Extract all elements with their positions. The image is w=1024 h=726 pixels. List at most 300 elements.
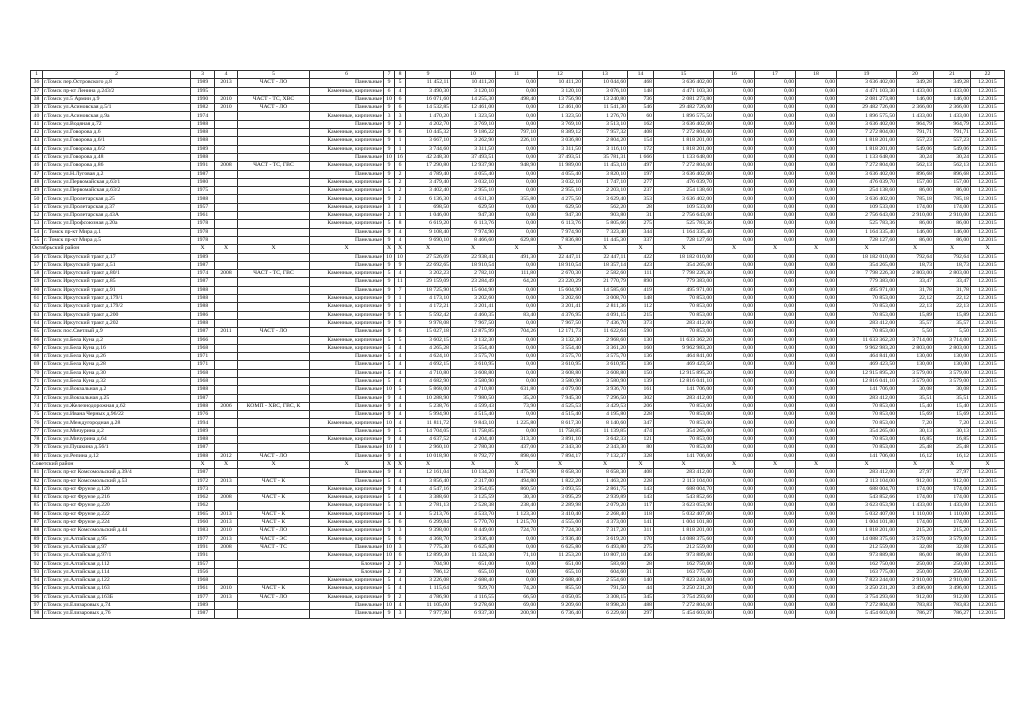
table-cell: 8 <box>395 220 406 228</box>
table-cell: 3 250 231,20 <box>837 585 897 593</box>
x-mark: X <box>628 460 654 468</box>
table-cell: 6 136,30 <box>406 195 451 203</box>
table-cell: 9 <box>384 469 395 477</box>
table-cell: 12.2015 <box>971 79 1005 87</box>
table-cell: 704,26 <box>496 328 538 336</box>
table-cell: 0,00 <box>755 178 796 186</box>
table-cell: 33,47 <box>897 278 934 286</box>
table-cell: 1983 <box>191 527 215 535</box>
column-number: 21 <box>934 71 971 79</box>
table-cell: 1977 <box>191 535 215 543</box>
table-cell: 0,00 <box>796 552 837 560</box>
table-cell: 3 202,60 <box>451 295 496 303</box>
table-cell <box>215 228 238 236</box>
table-row <box>31 353 1005 361</box>
table-cell: 890 <box>628 278 654 286</box>
table-cell: 3 093,55 <box>538 485 583 493</box>
table-cell: 5 <box>384 344 395 352</box>
table-cell: 1989 <box>191 602 215 610</box>
table-cell: 146,00 <box>934 228 971 236</box>
table-cell: Панельные <box>310 328 384 336</box>
table-cell: 14 088 375,60 <box>837 535 897 543</box>
table-cell: ЧАСТ - ЛО <box>238 452 310 460</box>
table-cell: 1990 <box>191 95 215 103</box>
table-cell: 855,50 <box>538 585 583 593</box>
table-cell: 4 515,40 <box>451 411 496 419</box>
table-cell: 5 <box>384 519 395 527</box>
table-cell: 4 710,80 <box>406 369 451 377</box>
table-cell: 7 296,50 <box>583 394 628 402</box>
table-cell: 0,00 <box>714 361 755 369</box>
table-cell: 436 <box>628 552 654 560</box>
table-cell: 6 <box>395 535 406 543</box>
table-cell: 0,00 <box>796 344 837 352</box>
table-cell <box>238 419 310 427</box>
table-cell: 86,00 <box>934 236 971 244</box>
table-cell: 25,48 <box>897 444 934 452</box>
table-cell: 0,00 <box>714 602 755 610</box>
table-cell <box>238 552 310 560</box>
table-cell: 3 311,50 <box>538 145 583 153</box>
table-cell <box>215 236 238 244</box>
table-cell: 3 575,70 <box>538 353 583 361</box>
table-cell: 0,00 <box>755 104 796 112</box>
table-cell: 1986 <box>191 311 215 319</box>
table-cell: 12 461,00 <box>451 104 496 112</box>
table-cell: 2 803,00 <box>934 344 971 352</box>
table-cell: 172 <box>628 145 654 153</box>
table-cell: 10 <box>395 253 406 261</box>
table-cell: 70 853,00 <box>654 419 714 427</box>
table-cell: 0,00 <box>755 527 796 535</box>
table-cell: 0,00 <box>755 477 796 485</box>
table-cell: 3 610,95 <box>538 361 583 369</box>
table-cell: 0,00 <box>796 402 837 410</box>
table-cell: 0,00 <box>755 270 796 278</box>
table-cell: 1987 <box>191 444 215 452</box>
table-cell: 5 213,76 <box>406 510 451 518</box>
table-cell: г.Томск ул.Бела Куна д.32 <box>43 377 191 385</box>
table-cell: 4 376,95 <box>538 311 583 319</box>
table-cell: 31 <box>628 568 654 576</box>
table-cell: г.Томск Иркутский тракт д.17 <box>43 253 191 261</box>
table-cell: 1 323,50 <box>451 112 496 120</box>
table-cell: Панельные <box>310 411 384 419</box>
table-cell: 8 617,30 <box>538 419 583 427</box>
table-cell: 3 575,70 <box>583 353 628 361</box>
table-cell: 5 <box>384 577 395 585</box>
table-cell: 16,85 <box>897 436 934 444</box>
table-cell: 0,00 <box>496 295 538 303</box>
table-cell: 70 853,00 <box>837 295 897 303</box>
table-cell: 0,00 <box>796 585 837 593</box>
table-cell: 9 186,22 <box>451 129 496 137</box>
x-mark: X <box>971 245 1005 253</box>
x-mark: X <box>406 245 451 253</box>
table-cell: 18 910,54 <box>451 261 496 269</box>
table-cell: 0,00 <box>755 577 796 585</box>
table-cell: 8 449,00 <box>451 527 496 535</box>
table-cell: 3 769,10 <box>451 120 496 128</box>
table-cell: 355,80 <box>496 195 538 203</box>
table-cell <box>215 394 238 402</box>
table-cell: 130,00 <box>897 361 934 369</box>
table-cell: 0,00 <box>496 79 538 87</box>
x-mark: X <box>451 460 496 468</box>
table-cell: 117 <box>628 502 654 510</box>
table-row <box>31 436 1005 444</box>
table-cell: 1 747,10 <box>583 178 628 186</box>
table-cell: 14 088 375,60 <box>654 535 714 543</box>
table-cell: 2 955,10 <box>538 187 583 195</box>
table-cell: 9 <box>384 452 395 460</box>
table-cell: 0,00 <box>796 419 837 427</box>
table-cell: 0,00 <box>796 104 837 112</box>
table-cell: 12.2015 <box>971 469 1005 477</box>
table-cell: 0,00 <box>755 519 796 527</box>
table-cell: 0,00 <box>796 610 837 618</box>
table-cell: 0,00 <box>796 510 837 518</box>
table-cell: 498,40 <box>496 95 538 103</box>
table-cell: 3 388,60 <box>406 494 451 502</box>
table-cell: Панельные <box>310 386 384 394</box>
table-cell: 469 423,50 <box>654 361 714 369</box>
table-cell: 0,00 <box>755 568 796 576</box>
x-mark: X <box>714 245 755 253</box>
table-cell: 109 533,00 <box>654 203 714 211</box>
table-cell: 11 633 362,20 <box>654 336 714 344</box>
table-cell: 29 482 726,00 <box>654 104 714 112</box>
table-cell: 2 756 643,00 <box>654 212 714 220</box>
table-cell: 7 724,30 <box>538 527 583 535</box>
table-cell: Каменные, кирпичные <box>310 419 384 427</box>
table-cell: 130 <box>628 336 654 344</box>
table-cell: 12.2015 <box>971 369 1005 377</box>
table-cell: 0,00 <box>755 195 796 203</box>
table-cell: 1 <box>395 137 406 145</box>
table-cell: 9 <box>384 236 395 244</box>
table-cell: 32,08 <box>934 543 971 551</box>
table-cell: 0,00 <box>796 485 837 493</box>
table-cell: 464 841,00 <box>837 353 897 361</box>
table-cell: 12.2015 <box>971 145 1005 153</box>
table-cell: 2 <box>395 195 406 203</box>
table-cell: 562,20 <box>583 203 628 211</box>
table-cell: 12.2015 <box>971 577 1005 585</box>
table-cell <box>238 344 310 352</box>
table-cell: 12 915 895,20 <box>837 369 897 377</box>
table-cell: 3 856,40 <box>406 477 451 485</box>
table-cell: г.Томск ул.Пролетарская д.25 <box>43 195 191 203</box>
table-row <box>31 502 1005 510</box>
table-cell: 0,00 <box>714 568 755 576</box>
table-cell: 3 579,00 <box>897 377 934 385</box>
table-cell: г.Томск пр-кт Фрунзе д.216 <box>43 494 191 502</box>
table-row <box>31 577 1005 585</box>
table-cell: 0,00 <box>496 104 538 112</box>
table-cell: Каменные, кирпичные <box>310 577 384 585</box>
table-cell: 3 714,00 <box>934 336 971 344</box>
table-row <box>31 212 1005 220</box>
table-cell: 1987 <box>191 170 215 178</box>
table-cell <box>238 120 310 128</box>
table-cell: 14 704,05 <box>406 427 451 435</box>
table-cell: 70 853,00 <box>654 295 714 303</box>
x-mark: X <box>538 245 583 253</box>
table-cell: Панельные <box>310 153 384 161</box>
table-cell: 10 411,20 <box>451 79 496 87</box>
table-cell: 4 202,70 <box>406 120 451 128</box>
table-cell: 2 910,00 <box>897 212 934 220</box>
table-cell: 4 <box>395 87 406 95</box>
table-cell: 22,12 <box>934 295 971 303</box>
table-cell: 549,06 <box>934 145 971 153</box>
table-cell: 419 <box>628 286 654 294</box>
table-cell: 0,00 <box>796 568 837 576</box>
table-cell: 174,00 <box>897 485 934 493</box>
table-cell: 1989 <box>191 145 215 153</box>
x-mark: X <box>496 245 538 253</box>
table-row <box>31 145 1005 153</box>
table-cell: 896,68 <box>897 170 934 178</box>
table-cell: 3 608,80 <box>583 369 628 377</box>
table-cell: г.Томск ул.Мичурина д.2 <box>43 427 191 435</box>
table-cell: 141 706,00 <box>654 386 714 394</box>
table-cell: 2013 <box>215 477 238 485</box>
table-cell: 88 <box>31 527 43 535</box>
table-cell: 4 <box>395 369 406 377</box>
table-cell: 10 411,20 <box>538 79 583 87</box>
table-cell: 1974 <box>191 112 215 120</box>
table-cell: 2 081 273,80 <box>837 95 897 103</box>
table-cell: 0,00 <box>796 336 837 344</box>
table-cell: 0,00 <box>714 220 755 228</box>
table-cell: 3 226,08 <box>406 577 451 585</box>
column-number: 19 <box>837 71 897 79</box>
table-cell: 0,00 <box>714 502 755 510</box>
table-cell: 9 <box>384 228 395 236</box>
table-cell: 1978 <box>191 220 215 228</box>
table-cell <box>238 278 310 286</box>
table-cell: Панельные <box>310 477 384 485</box>
table-cell: 11 811,72 <box>406 419 451 427</box>
table-cell: г.Томск пр-кт Фрунзе д.224 <box>43 519 191 527</box>
table-cell: 1 433,00 <box>934 502 971 510</box>
table-cell: 495 971,00 <box>837 286 897 294</box>
table-cell: 54 <box>31 228 43 236</box>
district-row <box>31 460 1005 468</box>
table-cell: 0,00 <box>796 195 837 203</box>
table-cell: 3 <box>384 112 395 120</box>
table-cell: 728 127,60 <box>654 236 714 244</box>
table-cell: Каменные, кирпичные <box>310 187 384 195</box>
table-cell: 476 039,70 <box>654 178 714 186</box>
table-cell: 12 899,30 <box>406 552 451 560</box>
table-cell: 783,83 <box>934 602 971 610</box>
table-cell: 0,00 <box>714 353 755 361</box>
table-cell: 15 604,90 <box>538 286 583 294</box>
table-cell: 174,00 <box>934 494 971 502</box>
table-cell: 8 658,30 <box>583 469 628 477</box>
table-cell: 2 289,98 <box>538 502 583 510</box>
table-cell: 70 853,00 <box>654 411 714 419</box>
table-cell <box>238 469 310 477</box>
table-cell: 93 <box>31 568 43 576</box>
table-cell: 1977 <box>191 593 215 601</box>
table-cell: 4 <box>395 510 406 518</box>
table-cell: 148 <box>628 295 654 303</box>
table-cell: 3 513,10 <box>583 120 628 128</box>
table-cell <box>215 369 238 377</box>
table-cell: 143 <box>628 485 654 493</box>
table-cell: 0,00 <box>796 353 837 361</box>
table-cell: г.Томск ул.Алтайская д.112 <box>43 560 191 568</box>
table-cell: 80 <box>31 452 43 460</box>
table-cell: 4 637,52 <box>406 436 451 444</box>
table-cell: 562,13 <box>934 162 971 170</box>
table-cell: ЧАСТ - ЛО <box>238 328 310 336</box>
table-cell: 9 108,40 <box>406 228 451 236</box>
table-cell: 0,00 <box>714 137 755 145</box>
table-cell: 0,00 <box>755 361 796 369</box>
table-cell: 786,12 <box>406 568 451 576</box>
table-cell: 0,00 <box>714 377 755 385</box>
table-cell: 2013 <box>215 593 238 601</box>
table-cell: 4 <box>395 585 406 593</box>
table-cell: 18 910,54 <box>538 261 583 269</box>
table-row <box>31 585 1005 593</box>
table-cell: 3 714,00 <box>897 336 934 344</box>
table-cell: 0,00 <box>796 452 837 460</box>
table-cell: ЧАСТ - ЛО <box>238 593 310 601</box>
table-cell: Каменные, кирпичные <box>310 319 384 327</box>
table-cell: 0,00 <box>714 286 755 294</box>
table-cell: 9 <box>384 137 395 145</box>
table-cell: 1975 <box>191 187 215 195</box>
table-cell: 250,00 <box>934 560 971 568</box>
table-cell: 2 803,00 <box>897 270 934 278</box>
table-cell: 4 631,30 <box>451 195 496 203</box>
table-cell: 0,00 <box>714 145 755 153</box>
table-cell: 0,00 <box>755 543 796 551</box>
table-cell: 15,89 <box>897 311 934 319</box>
table-cell <box>215 444 238 452</box>
x-mark: X <box>583 460 628 468</box>
table-cell: 10 <box>384 153 395 161</box>
x-mark: X <box>238 245 310 253</box>
housing-registry-table <box>30 70 1005 619</box>
table-cell: 44 <box>31 145 43 153</box>
table-cell: 7 967,50 <box>538 319 583 327</box>
table-cell: 12.2015 <box>971 411 1005 419</box>
table-cell: 96 <box>31 593 43 601</box>
table-cell: 1994 <box>191 419 215 427</box>
table-row <box>31 535 1005 543</box>
table-cell: 12.2015 <box>971 278 1005 286</box>
table-cell: 7 272 804,00 <box>837 602 897 610</box>
table-row <box>31 386 1005 394</box>
table-cell: Каменные, кирпичные <box>310 344 384 352</box>
table-cell: 3 754 293,60 <box>654 593 714 601</box>
table-cell: Каменные, кирпичные <box>310 485 384 493</box>
table-cell: 18,73 <box>934 261 971 269</box>
table-cell: 0,00 <box>755 353 796 361</box>
table-cell: 0,00 <box>755 129 796 137</box>
table-cell: 4 <box>395 411 406 419</box>
table-cell: 6 937,30 <box>451 610 496 618</box>
table-cell: 0,00 <box>496 353 538 361</box>
table-cell: 3 629,40 <box>583 195 628 203</box>
table-cell: г.Томск ул.5 Армии д.9 <box>43 95 191 103</box>
table-cell: 9 <box>384 120 395 128</box>
table-cell: 51 <box>31 203 43 211</box>
table-cell: 86,00 <box>934 552 971 560</box>
table-cell <box>215 311 238 319</box>
table-cell: 70 853,00 <box>837 311 897 319</box>
table-cell: 2 113 104,00 <box>654 477 714 485</box>
table-cell: 0,00 <box>714 560 755 568</box>
table-cell: 146,00 <box>897 95 934 103</box>
table-cell: 0,00 <box>755 494 796 502</box>
table-cell <box>215 286 238 294</box>
x-mark: X <box>310 460 384 468</box>
table-cell: 12.2015 <box>971 162 1005 170</box>
table-cell: г.Томск ул.Н.Луговая д.2 <box>43 170 191 178</box>
table-cell: 0,00 <box>796 369 837 377</box>
table-cell: 146,00 <box>897 228 934 236</box>
table-cell: 0,00 <box>755 469 796 477</box>
table-cell: 973 889,80 <box>837 552 897 560</box>
table-cell: 0,00 <box>496 212 538 220</box>
table-cell: 2 <box>395 593 406 601</box>
table-cell: 0,00 <box>755 203 796 211</box>
table-cell: 1960 <box>191 519 215 527</box>
table-cell: 0,00 <box>714 311 755 319</box>
table-cell: 1991 <box>191 552 215 560</box>
table-cell: 1 <box>395 203 406 211</box>
table-cell <box>238 195 310 203</box>
table-cell: 275 <box>628 220 654 228</box>
table-cell: 0,00 <box>714 295 755 303</box>
table-cell: 347 <box>628 419 654 427</box>
table-row <box>31 79 1005 87</box>
table-cell: 12.2015 <box>971 427 1005 435</box>
table-cell: 7 317,20 <box>583 527 628 535</box>
table-row <box>31 253 1005 261</box>
table-cell: 0,00 <box>755 79 796 87</box>
table-cell: 345 <box>628 593 654 601</box>
table-cell <box>238 485 310 493</box>
table-cell: 12.2015 <box>971 593 1005 601</box>
table-cell: 8 389,12 <box>538 129 583 137</box>
table-cell: 35,51 <box>934 394 971 402</box>
table-cell: Панельные <box>310 427 384 435</box>
table-cell: 6 <box>395 95 406 103</box>
table-cell: 11 989,00 <box>538 162 583 170</box>
table-cell <box>238 236 310 244</box>
table-cell: 3 579,00 <box>934 535 971 543</box>
table-row <box>31 510 1005 518</box>
table-cell: 283 412,00 <box>654 469 714 477</box>
table-cell: 525 783,36 <box>654 220 714 228</box>
table-cell: 7,20 <box>934 419 971 427</box>
table-cell: 7 957,32 <box>583 129 628 137</box>
table-cell: 141 706,00 <box>837 452 897 460</box>
table-cell: 12.2015 <box>971 261 1005 269</box>
table-cell: 2 781,13 <box>406 502 451 510</box>
table-cell: 4 079,00 <box>538 386 583 394</box>
table-cell: 1 433,00 <box>934 112 971 120</box>
